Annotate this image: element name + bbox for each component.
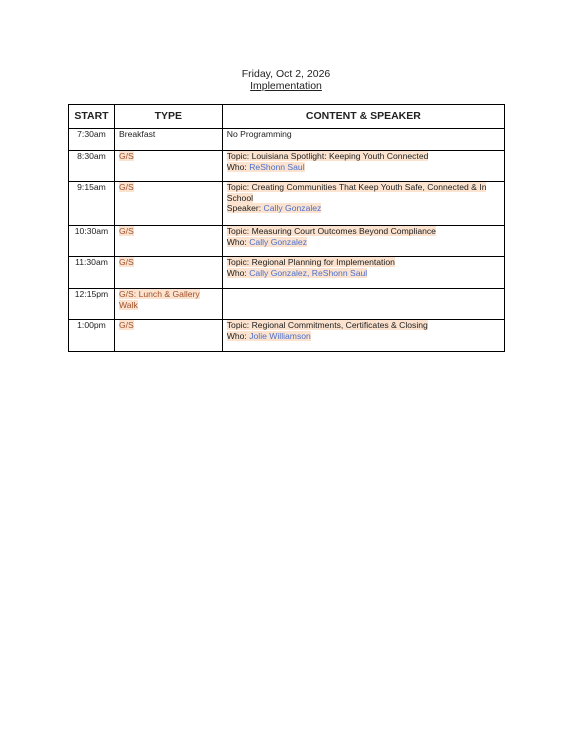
row-speaker: Cally Gonzalez (263, 203, 322, 214)
page-header (0, 68, 572, 92)
row-content (222, 182, 504, 226)
schedule-table (68, 104, 505, 352)
row-start-time: 7:30am (69, 129, 115, 151)
row-content (222, 151, 504, 182)
row-speaker: Jolie Williamson (249, 330, 311, 341)
table-row (69, 182, 505, 226)
row-type (114, 257, 222, 289)
table-row (69, 129, 505, 151)
row-topic: No Programming (226, 129, 292, 139)
row-type-text: G/S (118, 151, 134, 161)
row-type-text: G/S (118, 226, 134, 236)
row-type (114, 129, 222, 151)
row-type-text: G/S: Lunch & Gallery Walk (118, 289, 200, 310)
row-start-time: 1:00pm (69, 320, 115, 352)
row-who-label: Speaker: (226, 203, 262, 214)
row-type (114, 151, 222, 182)
row-speaker: ReShonn Saul (249, 161, 305, 172)
page-date: Friday, Oct 2, 2026 (241, 68, 331, 80)
row-speaker: Cally Gonzalez (249, 236, 307, 247)
row-speaker: Cally Gonzalez, ReShonn Saul (249, 267, 368, 278)
row-topic: Topic: Regional Commitments, Certificates & Closing (226, 320, 428, 330)
row-start-time: 11:30am (69, 257, 115, 289)
row-type-text: Breakfast (118, 129, 156, 139)
row-start-time: 10:30am (69, 226, 115, 257)
row-who-label: Who: (226, 161, 247, 172)
table-row (69, 289, 505, 320)
row-content (222, 320, 504, 352)
column-header-type: TYPE (114, 105, 222, 129)
table-row (69, 226, 505, 257)
page-subtitle: Implementation (250, 80, 322, 92)
row-type (114, 320, 222, 352)
row-topic: Topic: Creating Communities That Keep Youth Safe, Connected & In School (226, 182, 487, 203)
column-header-start: START (69, 105, 115, 129)
row-type-text: G/S (118, 257, 134, 267)
table-header-row (69, 105, 505, 129)
row-start-time: 12:15pm (69, 289, 115, 320)
row-who-label: Who: (226, 330, 247, 341)
row-start-time: 8:30am (69, 151, 115, 182)
row-type-text: G/S (118, 320, 134, 330)
table-row (69, 320, 505, 352)
row-topic: Topic: Louisiana Spotlight: Keeping Youth Connected (226, 151, 429, 161)
row-type (114, 182, 222, 226)
row-content (222, 289, 504, 320)
column-header-content: CONTENT & SPEAKER (222, 105, 504, 129)
row-content (222, 129, 504, 151)
row-content (222, 257, 504, 289)
row-type (114, 226, 222, 257)
row-start-time: 9:15am (69, 182, 115, 226)
row-topic: Topic: Regional Planning for Implementation (226, 257, 395, 267)
row-type (114, 289, 222, 320)
row-type-text: G/S (118, 182, 134, 192)
row-topic: Topic: Measuring Court Outcomes Beyond Compliance (226, 226, 436, 236)
row-who-label: Who: (226, 236, 247, 247)
table-row (69, 257, 505, 289)
row-who-label: Who: (226, 267, 247, 278)
table-row (69, 151, 505, 182)
row-content (222, 226, 504, 257)
